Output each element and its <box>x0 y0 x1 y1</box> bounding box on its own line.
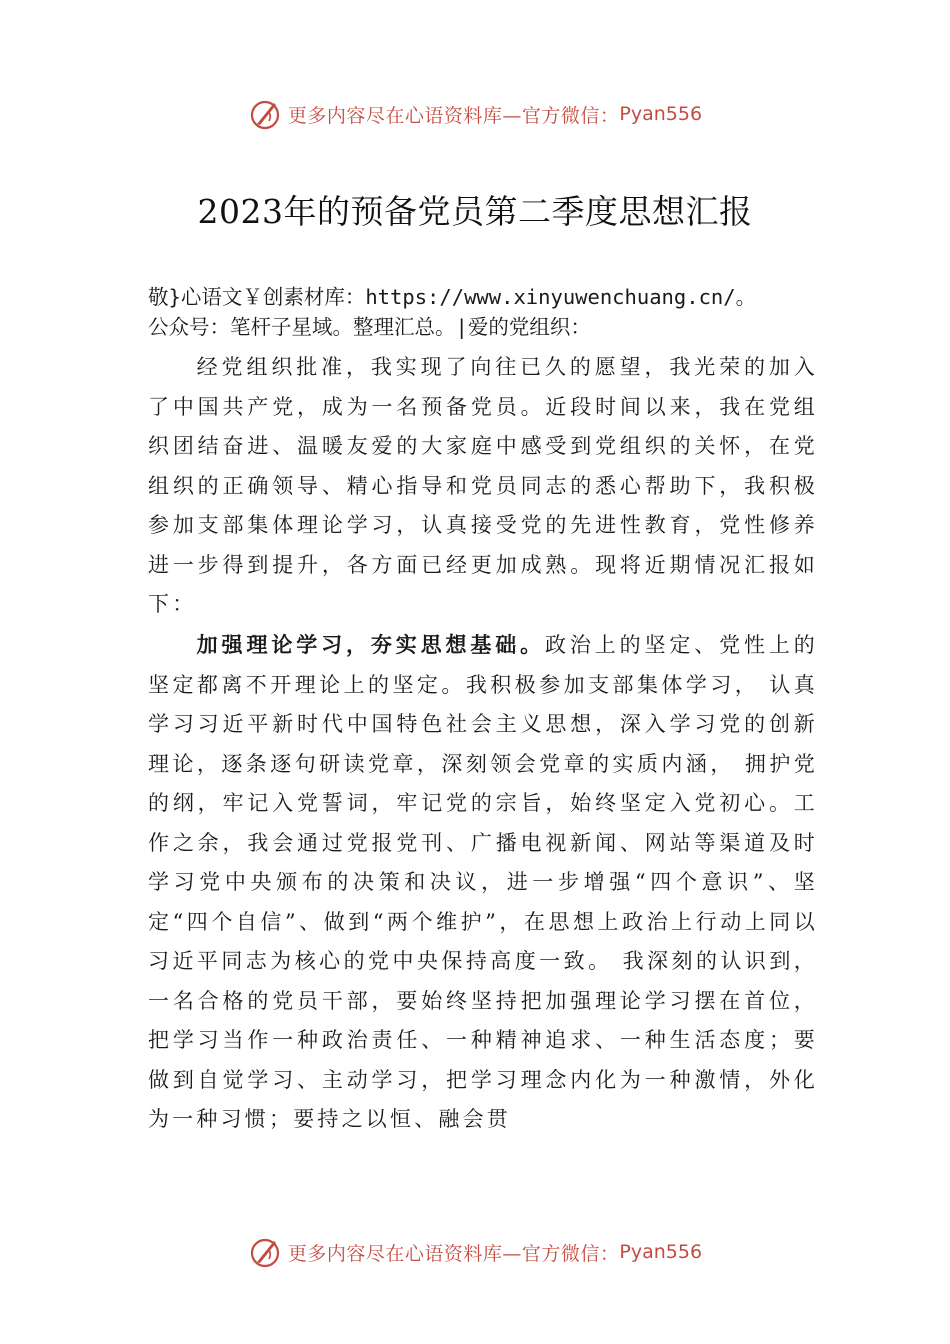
banner-text: 更多内容尽在心语资料库—官方微信： <box>287 1242 620 1265</box>
document-title: 2023年的预备党员第二季度思想汇报 <box>197 192 753 231</box>
banner-text: 更多内容尽在心语资料库—官方微信： <box>287 104 620 127</box>
footer-banner <box>0 1232 950 1272</box>
paragraph-intro <box>148 348 818 625</box>
paragraph-text: 经党组织批准，我实现了向往已久的愿望，我光荣的加入了中国共产党，成为一名预备党员。近段时间以来，我在党组织团结奋进、温暖友爱的大家庭中感受到党组织的关怀，在党组织的正确领导、精心指导和党员同志的悉心帮助下，我积极参加支部集体理论学习，认真接受党的先进性教育，党性修养进一步得到提升，各方面已经更加成熟。现将近期情况汇报如下： <box>148 355 818 616</box>
paragraph-heading: 加强理论学习，夯实思想基础。 <box>196 632 545 657</box>
quill-seal-icon <box>248 1235 282 1269</box>
header-banner <box>0 94 950 134</box>
banner-wechat-id: Pyan556 <box>619 1241 703 1263</box>
paragraph-text: 政治上的坚定、党性上的坚定都离不开理论上的坚定。我积极参加支部集体学习， 认真学习习近平新时代中国特色社会主义思想，深入学习党的创新理论，逐条逐句研读党章，深刻领会党章的实质内涵， 拥护党的纲，牢记入党誓词，牢记党的宗旨，始终坚定入党初心。工作之余，我会通过党报党刊、广播电视新闻、网站等渠道及时学习党中央颁布的决策和决议，进一步增强“四个意识”、坚定“四个自信”、做到“两个维护”，在思想上政治上行动上同以习近平同志为核心的党中央保持高度一致。 我深刻的认识到，一名合格的党员干部，要始终坚持把加强理论学习摆在首位，把学习当作一种政治责任、一种精神追求、一种生活态度；要做到自觉学习、主动学习，把学习理念内化为一种激情，外化为一种习惯；要持之以恒、融会贯 <box>148 633 818 1131</box>
banner-wechat-id: Pyan556 <box>619 103 703 125</box>
quill-seal-icon <box>248 97 282 131</box>
paragraph-theory-study <box>148 625 818 1140</box>
lead-line: 敬}心语文￥创素材库：https://www.xinyuwenchuang.cn/。 公众号：笔杆子星域。整理汇总。|爱的党组织： <box>148 285 757 339</box>
